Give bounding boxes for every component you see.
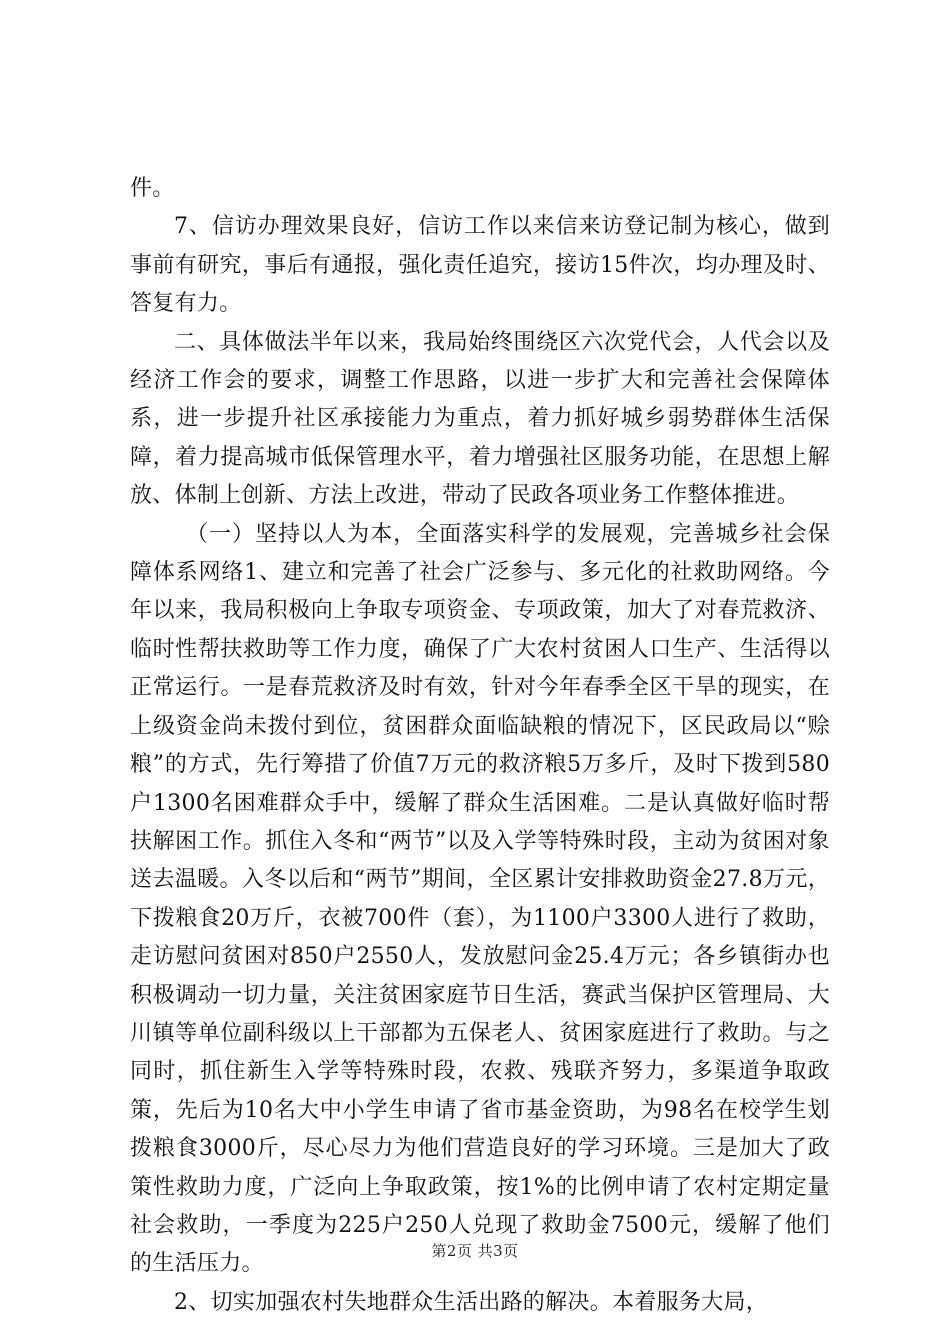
page-number-label: 第2页 共3页: [431, 1242, 519, 1260]
document-body: [130, 170, 830, 1322]
paragraph-continuation: 件。: [130, 176, 175, 201]
paragraph-social-security-network: （一）坚持以人为本，全面落实科学的发展观，完善城乡社会保障体系网络1、建立和完善了社会广泛参与、多元化的社救助网络。今年以来，我局积极向上争取专项资金、专项政策，加大了对春荒救济、临时性帮扶救助等工作力度，确保了广大农村贫困人口生产、生活得以正常运行。一是春荒救济及时有效，针对今年春季全区干旱的现实，在上级资金尚未拨付到位，贫困群众面临缺粮的情况下，区民政局以“赊粮”的方式，先行筹措了价值7万元的救济粮5万多斤，及时下拨到580户1300名困难群众手中，缓解了群众生活困难。二是认真做好临时帮扶解困工作。抓住入冬和“两节”以及入学等特殊时段，主动为贫困对象送去温暖。入冬以后和“两节”期间，全区累计安排救助资金27.8万元，下拨粮食20万斤，衣被700件（套），为1100户3300人进行了救助，走访慰问贫困对850户2550人，发放慰问金25.4万元；各乡镇街办也积极调动一切力量，关注贫困家庭节日生活，赛武当保护区管理局、大川镇等单位副科级以上干部都为五保老人、贫困家庭进行了救助。与之同时，抓住新生入学等特殊时段，农救、残联齐努力，多渠道争取政策，先后为10名大中小学生申请了省市基金资助，为98名在校学生划拨粮食3000斤，尽心尽力为他们营造良好的学习环境。三是加大了政策性救助力度，广泛向上争取政策，按1%的比例申请了农村定期定量社会救助，一季度为225户250人兑现了救助金7500元，缓解了他们的生活压力。: [130, 521, 830, 1277]
paragraph-specific-practices: 二、具体做法半年以来，我局始终围绕区六次党代会，人代会以及经济工作会的要求，调整工作思路，以进一步扩大和完善社会保障体系，进一步提升社区承接能力为重点，着力抓好城乡弱势群体生活保障，着力提高城市低保管理水平，着力增强社区服务功能，在思想上解放、体制上创新、方法上改进，带动了民政各项业务工作整体推进。: [130, 329, 830, 509]
paragraph-petition-handling: 7、信访办理效果良好，信访工作以来信来访登记制为核心，做到事前有研究，事后有通报，强化责任追究，接访15件次，均办理及时、答复有力。: [130, 214, 830, 317]
paragraph-landless-farmers: 2、切实加强农村失地群众生活出路的解决。本着服务大局，: [174, 1289, 769, 1315]
page-footer: [0, 1240, 950, 1261]
